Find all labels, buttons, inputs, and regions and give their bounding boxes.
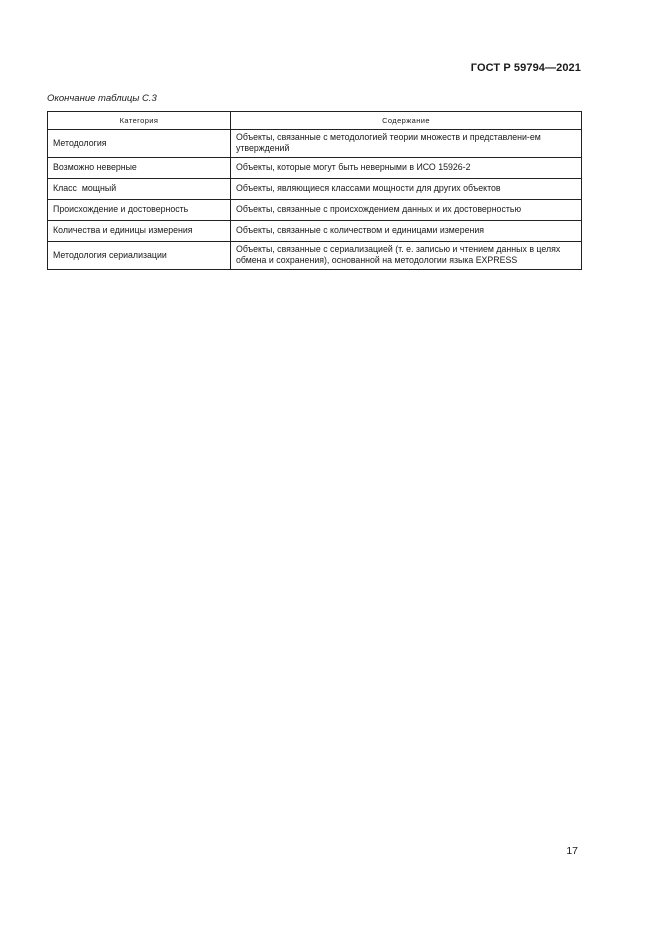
table-row [48,178,582,199]
table-row [48,199,582,220]
table-header-row [48,112,582,130]
content-cell: Объекты, связанные с сериализацией (т. е. записью и чтением данных в целях обмена и сохранения), основанной на методологии языка EXPRESS [231,241,582,269]
category-cell: Методология сериализации [48,241,231,269]
column-header-category: Категория [48,112,231,130]
content-cell: Объекты, связанные с количеством и единицами измерения [231,220,582,241]
table-caption: Окончание таблицы С.3 [47,93,157,104]
table-row [48,157,582,178]
content-cell: Объекты, являющиеся классами мощности для других объектов [231,178,582,199]
column-header-content: Содержание [231,112,582,130]
categories-table [47,111,582,270]
document-code: ГОСТ Р 59794—2021 [470,62,581,74]
table-row [48,220,582,241]
table-row [48,130,582,158]
page-number: 17 [566,845,578,857]
category-cell: Происхождение и достоверность [48,199,231,220]
table-row [48,241,582,269]
content-cell: Объекты, связанные с методологией теории множеств и представлени-ем утверждений [231,130,582,158]
category-cell: Методология [48,130,231,158]
content-cell: Объекты, связанные с происхождением данных и их достоверностью [231,199,582,220]
content-cell: Объекты, которые могут быть неверными в ИСО 15926-2 [231,157,582,178]
category-cell: Количества и единицы измерения [48,220,231,241]
category-cell: Возможно неверные [48,157,231,178]
category-cell: Класс мощный [48,178,231,199]
